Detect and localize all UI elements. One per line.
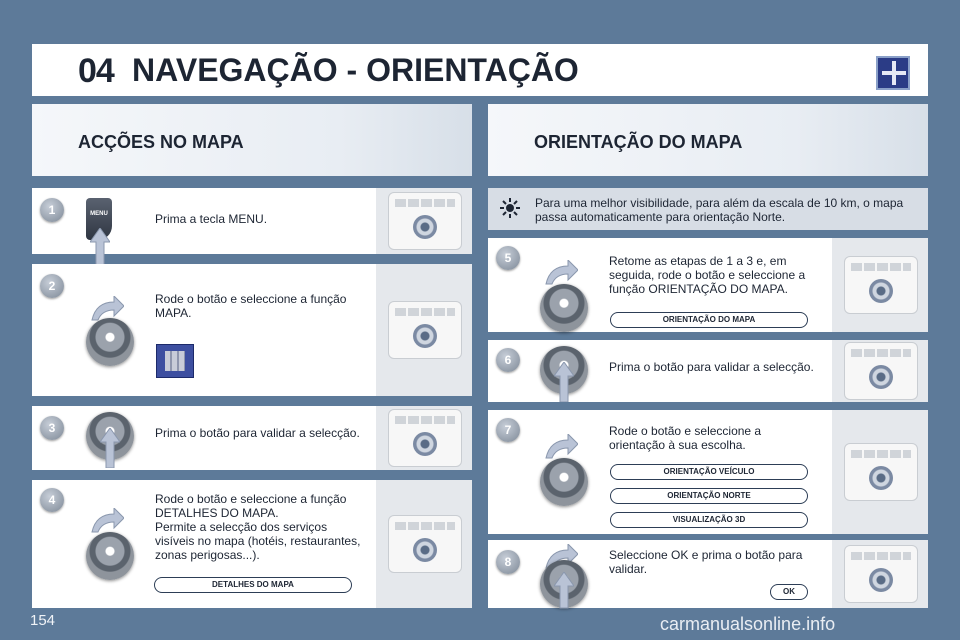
rotate-arrow-icon xyxy=(544,434,578,460)
menu-key-icon: MENU xyxy=(86,198,112,240)
control-dial xyxy=(540,284,588,332)
step-badge-4: 4 xyxy=(40,488,64,512)
controller-thumbnail xyxy=(832,340,928,402)
step-badge-8: 8 xyxy=(496,550,520,574)
info-note-text: Para uma melhor visibilidade, para além da escala de 10 km, o mapa passa automaticamente para orientação Norte. xyxy=(535,196,904,224)
step-badge-5: 5 xyxy=(496,246,520,270)
step-text-5: Retome as etapas de 1 a 3 e, em seguida, rode o botão e seleccione a função ORIENTAÇÃO DO MAPA. xyxy=(609,254,806,296)
controller-thumbnail xyxy=(376,480,472,608)
navigation-cross-icon xyxy=(876,56,910,90)
control-dial xyxy=(540,458,588,506)
option-pill-visualizacao-3d[interactable]: VISUALIZAÇÃO 3D xyxy=(610,512,808,528)
step-text-4: Rode o botão e seleccione a função DETALHES DO MAPA. Permite a selecção dos serviços visíveis no mapa (hotéis, restaurantes, zonas perigosas...). xyxy=(155,492,361,562)
option-pill-orientacao-norte[interactable]: ORIENTAÇÃO NORTE xyxy=(610,488,808,504)
controller-thumbnail xyxy=(376,188,472,254)
control-dial xyxy=(86,318,134,366)
map-icon xyxy=(156,344,194,378)
press-arrow-icon xyxy=(100,428,120,468)
controller-thumbnail xyxy=(376,264,472,396)
controller-thumbnail xyxy=(832,410,928,534)
rotate-arrow-icon xyxy=(544,260,578,286)
controller-thumbnail xyxy=(832,238,928,332)
section-title-orientation: ORIENTAÇÃO DO MAPA xyxy=(534,132,743,152)
controller-thumbnail xyxy=(376,406,472,470)
option-pill-ok[interactable]: OK xyxy=(770,584,808,600)
press-arrow-icon xyxy=(90,228,110,268)
option-pill-orientacao-mapa[interactable]: ORIENTAÇÃO DO MAPA xyxy=(610,312,808,328)
step-text-6: Prima o botão para validar a selecção. xyxy=(609,360,814,374)
option-pill-detalhes[interactable]: DETALHES DO MAPA xyxy=(154,577,352,593)
step-text-8: Seleccione OK e prima o botão para validar. xyxy=(609,548,803,576)
step-text-3: Prima o botão para validar a selecção. xyxy=(155,426,360,440)
section-header-orientation xyxy=(488,104,928,176)
step-badge-3: 3 xyxy=(40,416,64,440)
page-title: NAVEGAÇÃO - ORIENTAÇÃO xyxy=(132,52,579,88)
step-text-1: Prima a tecla MENU. xyxy=(155,212,268,226)
press-arrow-icon xyxy=(554,362,574,402)
section-header-actions xyxy=(32,104,472,176)
control-dial xyxy=(86,532,134,580)
page-number: 154 xyxy=(30,612,56,629)
watermark-text: carmanualsonline.info xyxy=(660,614,836,634)
step-badge-6: 6 xyxy=(496,348,520,372)
section-title-actions: ACÇÕES NO MAPA xyxy=(78,132,244,152)
rotate-arrow-icon xyxy=(90,508,124,534)
option-pill-orientacao-veiculo[interactable]: ORIENTAÇÃO VEÍCULO xyxy=(610,464,808,480)
controller-thumbnail xyxy=(832,540,928,608)
step-badge-2: 2 xyxy=(40,274,64,298)
chapter-number: 04 xyxy=(78,52,114,90)
press-arrow-icon xyxy=(554,572,574,612)
step-text-2: Rode o botão e seleccione a função MAPA. xyxy=(155,292,347,320)
step-badge-7: 7 xyxy=(496,418,520,442)
step-text-7: Rode o botão e seleccione a orientação à sua escolha. xyxy=(609,424,762,452)
step-badge-1: 1 xyxy=(40,198,64,222)
sun-info-icon xyxy=(500,198,520,218)
